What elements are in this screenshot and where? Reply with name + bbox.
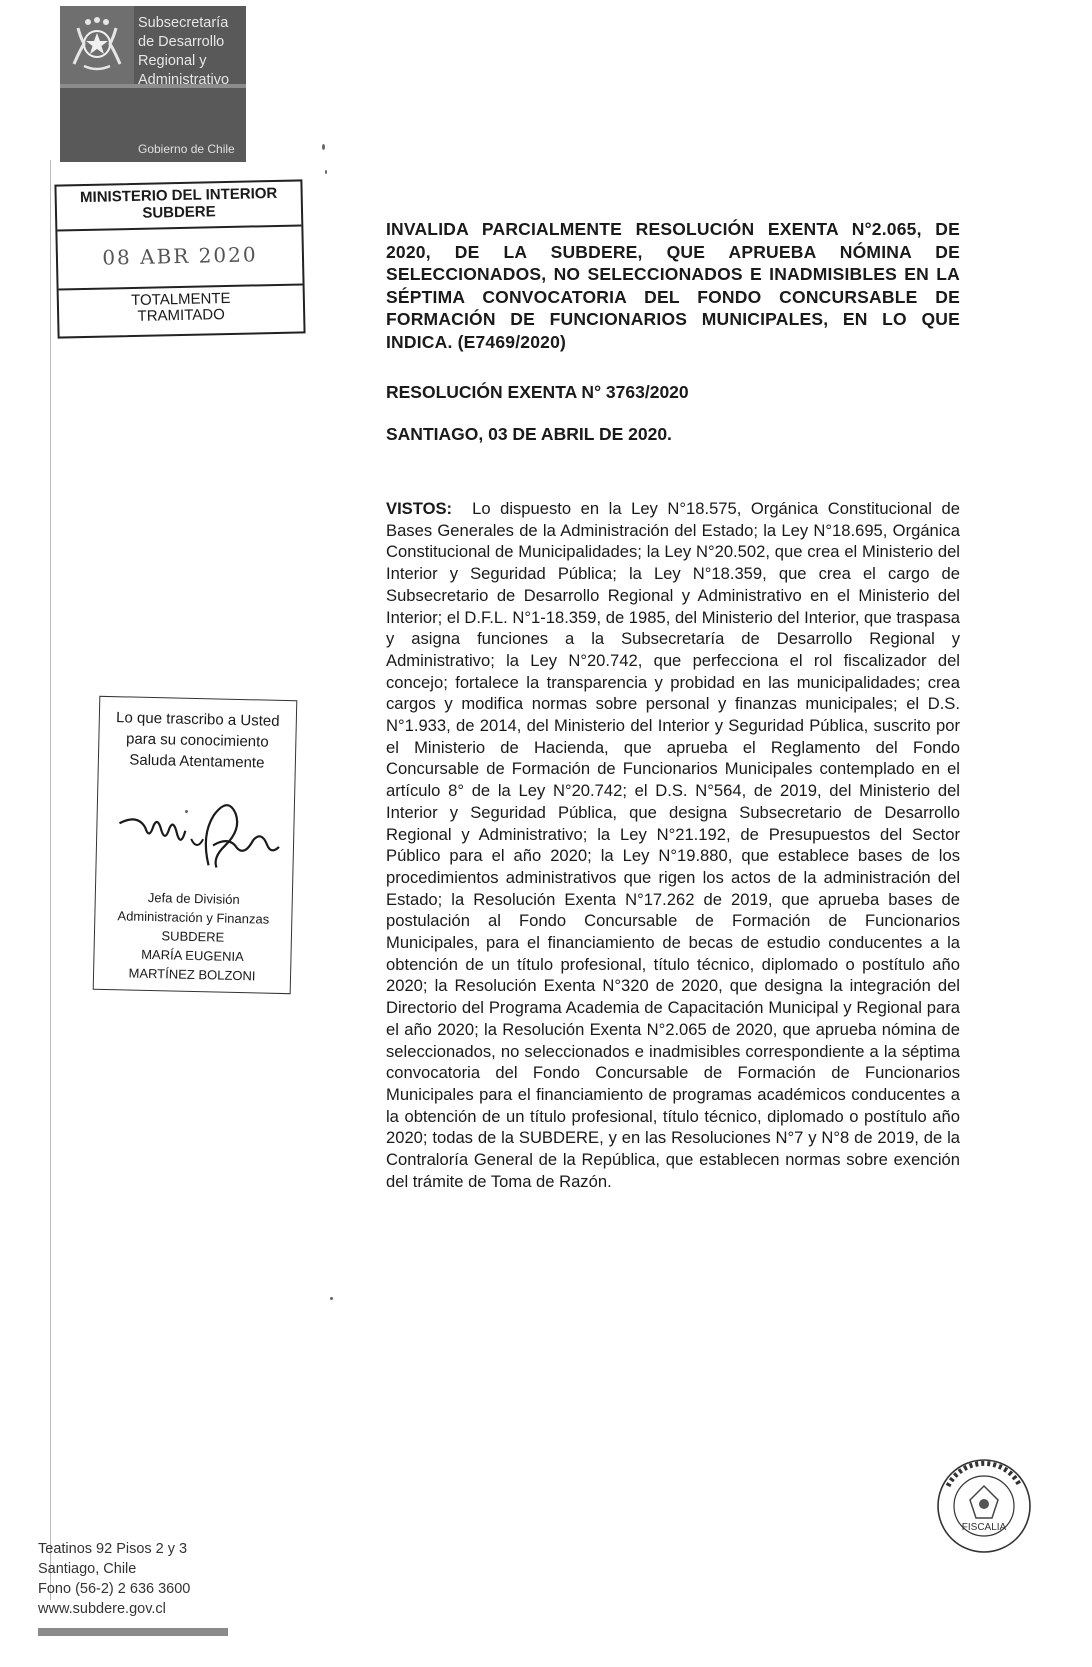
scan-speck [322, 144, 325, 150]
stamp-agency: SUBDERE [142, 203, 216, 222]
stamp-header [56, 181, 301, 231]
resolution-number: RESOLUCIÓN EXENTA N° 3763/2020 [386, 382, 689, 402]
transcription-header [99, 707, 296, 774]
vistos-body: Lo dispuesto en la Ley N°18.575, Orgánica Constitucional de Bases Generales de la Administración del Estado; la Ley N°18.695, Orgánica Constitucional de Municipalidades; la Ley N°20.502, que crea el Ministerio del Interior y Seguridad Pública; la Ley N°18.359, que crea el cargo de Subsecretario de Desarrollo Regional y Administrativo en el Ministerio del Interior; el D.F.L. N°1-18.359, de 1985, del Ministerio del Interior, que traspasa y asigna funciones a la Subsecretaría de Desarrollo Regional y Administrativo; la Ley N°20.742, que perfecciona el rol fiscalizador del concejo; fortalece la transparencia y probidad en las municipalidades; crea cargos y modifica normas sobre personal y finanzas municipales; el D.S. N°1.933, de 2014, del Ministerio del Interior y Seguridad Pública, suscrito por el Ministerio de Hacienda, que aprueba el Reglamento del Fondo Concursable de Formación de Funcionarios Municipales contemplado en el artículo 8° de la Ley N°20.742; el D.S. N°564, de 2019, del Ministerio del Interior y Seguridad Pública, que designa Subsecretario de Desarrollo Regional y Administrativo; la Ley N°21.192, de Presupuestos del Sector Público para el año 2020; la Ley N°19.880, que establece bases de los procedimientos administrativos que rigen los actos de la administración del Estado; la Resolución Exenta N°17.262 de 2019, que aprueba bases de postulación al Fondo Concursable de Formación de Funcionarios Municipales, para el financiamiento de becas de estudio conducentes a la obtención de un título profesional, título técnico, diplomado o postítulo año 2020; la Resolución Exenta N°320 de 2020, que designa la integración del Directorio del Programa Academia de Capacitación Municipal y Regional para el año 2020; la Resolución Exenta N°2.065 de 2020, que aprueba nómina de seleccionados, no seleccionados e inadmisibles correspondiente a la séptima convocatoria del Fondo Concursable de Formación de Funcionarios Municipales para el financiamiento de programas académicos conducentes a la obtención de un título profesional, título técnico, diplomado o postítulo año 2020; todas de la SUBDERE, y en las Resoluciones N°7 y N°8 de 2019, de la Contraloría General de la República, que establecen normas sobre exención del trámite de Toma de Razón. [386, 499, 960, 1191]
stamp-status [59, 283, 304, 336]
vistos-paragraph [386, 498, 960, 1193]
vistos-label: VISTOS: [386, 499, 453, 518]
ministry-receipt-stamp [54, 179, 305, 338]
logo-line: Subsecretaría [138, 15, 229, 31]
stamp-ministry: MINISTERIO DEL INTERIOR [79, 184, 278, 207]
stamp-status-line: TOTALMENTE [130, 289, 231, 310]
address-website: www.subdere.gov.cl [38, 1601, 166, 1617]
fiscalia-seal-icon [934, 1456, 1034, 1556]
address-line: Santiago, Chile [38, 1561, 137, 1577]
left-margin-line [50, 160, 51, 1600]
footer-address [38, 1539, 190, 1619]
logo-line: Regional y [138, 53, 207, 69]
address-line: Fono (56-2) 2 636 3600 [38, 1581, 191, 1597]
signatory-role: Jefa de División [147, 889, 240, 908]
document-title: INVALIDA PARCIALMENTE RESOLUCIÓN EXENTA N°2.065, DE 2020, DE LA SUBDERE, QUE APRUEBA NÓMINA DE SELECCIONADOS, NO SELECCIONADOS E INADMISIBLES EN LA SÉPTIMA CONVOCATORIA DEL FONDO CONCURSABLE DE FORMACIÓN DE FUNCIONARIOS MUNICIPALES, EN LO QUE INDICA. (E7469/2020) [386, 219, 960, 352]
handwritten-signature [116, 793, 288, 897]
transcription-line: para su conocimiento [125, 730, 269, 751]
stamp-date: 08 ABR 2020 [102, 242, 258, 270]
coat-of-arms-icon [66, 14, 128, 76]
signatory-name: MARÍA EUGENIA [141, 946, 244, 965]
transcription-signatory [94, 887, 292, 986]
footer-bar [38, 1628, 228, 1636]
logo-government: Gobierno de Chile [138, 142, 235, 156]
scan-speck [325, 170, 327, 174]
scan-speck [330, 1297, 333, 1300]
seal-center-text: FISCALIA [961, 1522, 1007, 1533]
subdere-logo [60, 6, 246, 162]
stamp-status-line: TRAMITADO [137, 306, 225, 325]
transcription-stamp [93, 696, 298, 994]
transcription-line: Lo que trascribo a Usted [115, 709, 280, 730]
signatory-role: Administración y Finanzas [117, 908, 270, 927]
logo-line: de Desarrollo [138, 34, 225, 50]
address-line: Teatinos 92 Pisos 2 y 3 [38, 1541, 188, 1557]
logo-text [138, 14, 229, 90]
scan-speck [185, 810, 188, 813]
signatory-org: SUBDERE [161, 928, 225, 945]
resolution-place-date: SANTIAGO, 03 DE ABRIL DE 2020. [386, 424, 672, 444]
transcription-line: Saluda Atentamente [129, 751, 265, 772]
signatory-name: MARTÍNEZ BOLZONI [128, 965, 256, 984]
logo-line: Administrativo [138, 72, 230, 88]
